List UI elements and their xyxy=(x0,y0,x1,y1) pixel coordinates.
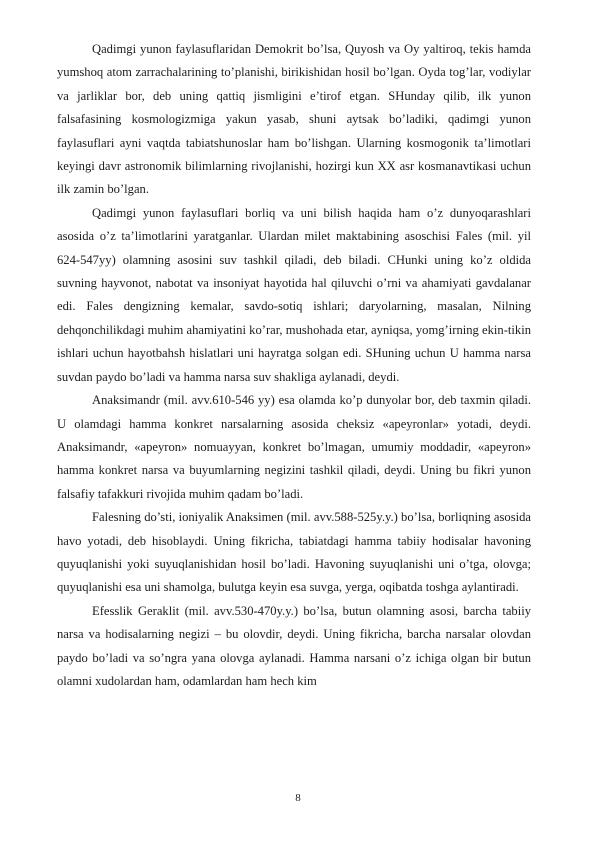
paragraph-3: Anaksimandr (mil. avv.610-546 yy) esa olamda ko’p dunyolar bor, deb taxmin qiladi. U olamdagi hamma konkret narsalarning asosida cheksiz «apeyronlar» yotadi, deydi. Anaksimandr, «apeyron» nomuayyan, konkret bo’lmagan, umumiy moddadir, «apeyron» hamma konkret narsa va buyumlarning negizini tashkil qiladi, deydi. Uning bu fikri yunon falsafiy tafakkuri rivojida muhim qadam bo’ladi. xyxy=(57,393,531,501)
paragraph-5: Efesslik Geraklit (mil. avv.530-470y.y.) bo’lsa, butun olamning asosi, barcha tabiiy narsa va hodisalarning negizi – bu olovdir, deydi. Uning fikricha, barcha narsalar olovdan paydo bo’ladi va so’ngra yana olovga aylanadi. Hamma narsani o’z ichiga olgan bir butun olamni xudolardan ham, odamlardan ham hech kim xyxy=(57,603,531,688)
paragraph-1: Qadimgi yunon faylasuflaridan Demokrit bo’lsa, Quyosh va Oy yaltiroq, tekis hamda yumshoq atom zarrachalarining to’planishi, birikishidan hosil bo’lgan. Oyda tog’lar, vodiylar va jarliklar bor, deb uning qattiq jismligini e’tirof etgan. SHunday qilib, ilk yunon falsafasining kosmologizmiga yakun yasab, shuni aytsak bo’ladiki, qadimgi yunon faylasuflari ayni vaqtda tabiatshunoslar ham bo’lishgan. Ularning kosmogonik ta’limotlari keyingi davr astronomik bilimlarning rivojlanishi, hozirgi kun XX asr kosmanavtikasi uchun ilk zamin bo’lgan. xyxy=(57,42,531,197)
paragraph-4: Falesning do’sti, ioniyalik Anaksimen (mil. avv.588-525y.y.) bo’lsa, borliqning asosida havo yotadi, deb hisoblaydi. Uning fikricha, tabiatdagi hamma tabiiy hodisalar havoning quyuqlanishi yoki suyuqlanishidan hosil bo’ladi. Havoning suyuqlanishi uni o’tga, olovga; quyuqlanishi esa uni shamolga, bulutga keyin esa suvga, yerga, oqibatda toshga aylantiradi. xyxy=(57,510,531,595)
page-number: 8 xyxy=(295,792,301,804)
paragraph-2: Qadimgi yunon faylasuflari borliq va uni bilish haqida ham o’z dunyoqarashlari asosida o’z ta’limotlarini yaratganlar. Ulardan milet maktabining asoschisi Fales (mil. yil 624-547yy) olamning asosini suv tashkil qiladi, deb biladi. CHunki uning ko’z oldida suvning hayvonot, nabotat va insoniyat hayotida hal qiluvchi o’rni va ahamiyati gavdalanar edi. Fales dengizning kemalar, savdo-sotiq ishlari; daryolarning, masalan, Nilning dehqonchilikdagi muhim ahamiyatini ko’rar, mushohada etar, ayniqsa, yomg’irning ekin-tikin ishlari uchun hayotbahsh hislatlari uni hayratga solgan edi. SHuning uchun U hamma narsa suvdan paydo bo’ladi va hamma narsa suv shakliga aylanadi, deydi. xyxy=(57,205,531,384)
body-text xyxy=(57,38,531,693)
